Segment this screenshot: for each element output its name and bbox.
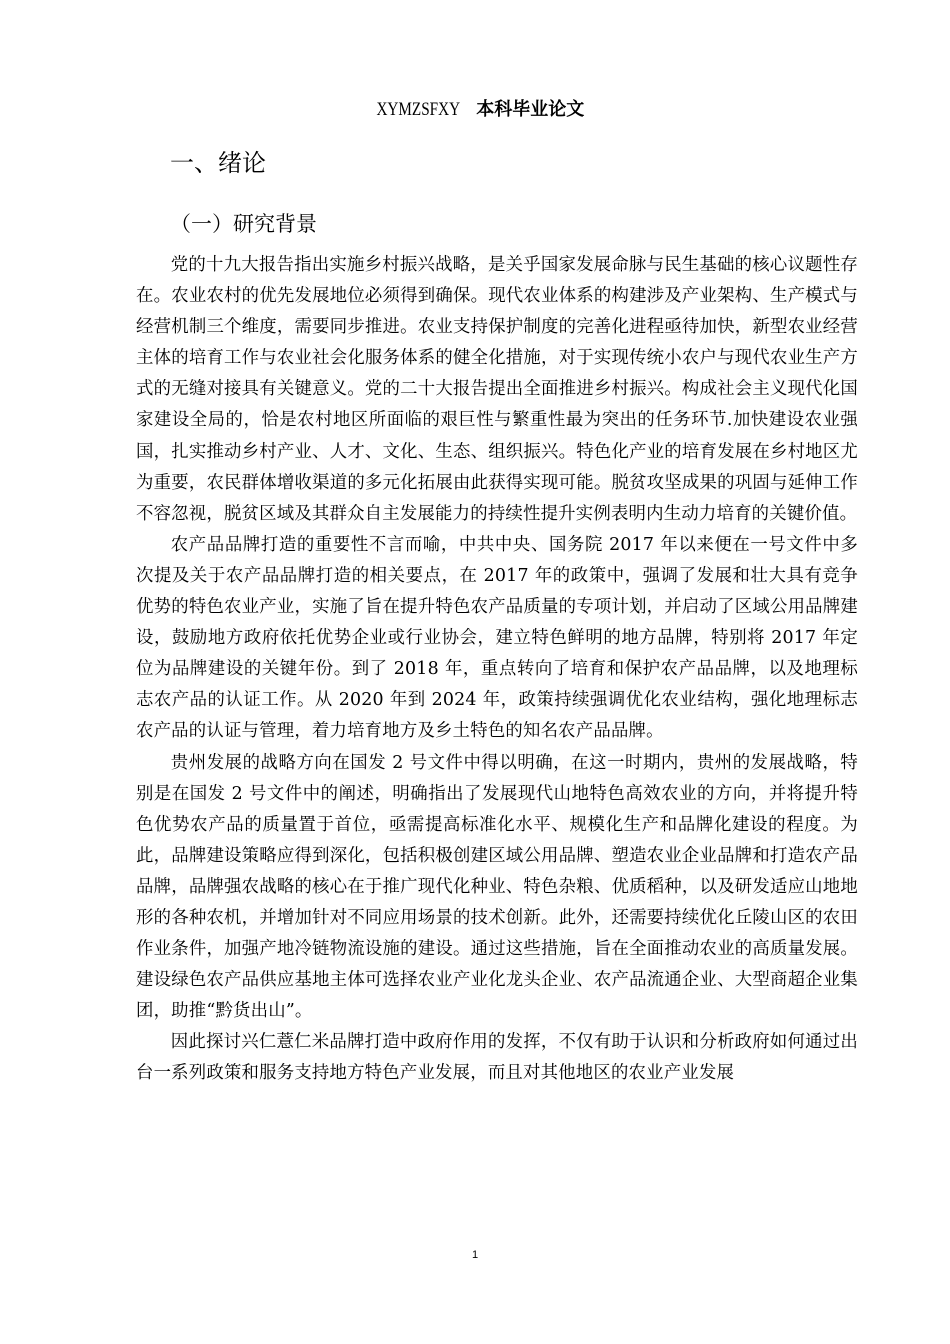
paragraph-2: 农产品品牌打造的重要性不言而喻，中共中央、国务院 2017 年以来便在一号文件中多次提及关于农产品品牌打造的相关要点，在 2017 年的政策中，强调了发展和壮大具有竞争优势的特色农业产业，实施了旨在提升特色农产品质量的专项计划，并启动了区域公用品牌建设，鼓励地方政府依托优势企业或行业协会，建立特色鲜明的地方品牌，特别将 2017 年定位为品牌建设的关键年份。到了 2018 年，重点转向了培育和保护农产品品牌，以及地理标志农产品的认证工作。从 2020 年到 2024 年，政策持续强调优化农业结构，强化地理标志农产品的认证与管理，着力培育地方及乡土特色的知名农产品品牌。 — [136, 534, 858, 742]
paragraph-4: 因此探讨兴仁薏仁米品牌打造中政府作用的发挥，不仅有助于认识和分析政府如何通过出台一系列政策和服务支持地方特色产业发展，而且对其他地区的农业产业发展 — [136, 1032, 858, 1084]
running-header — [0, 96, 950, 123]
section-heading: （一）研究背景 — [170, 212, 317, 236]
header-thesis-type: 本科毕业论文 — [476, 99, 585, 120]
paragraph-3: 贵州发展的战略方向在国发 2 号文件中得以明确，在这一时期内，贵州的发展战略，特别是在国发 2 号文件中的阐述，明确指出了发展现代山地特色高效农业的方向，并将提升特色优势农产品的质量置于首位，亟需提高标准化水平、规模化生产和品牌化建设的程度。为此，品牌建设策略应得到深化，包括积极创建区域公用品牌、塑造农业企业品牌和打造农产品品牌，品牌强农战略的核心在于推广现代化种业、特色杂粮、优质稻种，以及研发适应山地地形的各种农机，并增加针对不同应用场景的技术创新。此外，还需要持续优化丘陵山区的农田作业条件，加强产地冷链物流设施的建设。通过这些措施，旨在全面推动农业的高质量发展。建设绿色农产品供应基地主体可选择农业产业化龙头企业、农产品流通企业、大型商超企业集团，助推“黔货出山”。 — [136, 752, 858, 1022]
paragraph-1: 党的十九大报告指出实施乡村振兴战略，是关乎国家发展命脉与民生基础的核心议题性存在。农业农村的优先发展地位必须得到确保。现代农业体系的构建涉及产业架构、生产模式与经营机制三个维度，需要同步推进。农业支持保护制度的完善化进程亟待加快，新型农业经营主体的培育工作与农业社会化服务体系的健全化措施，对于实现传统小农户与现代农业生产方式的无缝对接具有关键意义。党的二十大报告提出全面推进乡村振兴。构成社会主义现代化国家建设全局的，恰是农村地区所面临的艰巨性与繁重性最为突出的任务环节.加快建设农业强国，扎实推动乡村产业、人才、文化、生态、组织振兴。特色化产业的培育发展在乡村地区尤为重要，农民群体增收渠道的多元化拓展由此获得实现可能。脱贫攻坚成果的巩固与延伸工作不容忽视，脱贫区域及其群众自主发展能力的持续性提升实例表明内生动力培育的关键价值。 — [136, 255, 858, 524]
chapter-heading: 一、绪论 — [170, 149, 266, 177]
header-institution-code: XYMZSFXY — [376, 99, 460, 120]
page-number: 1 — [471, 1249, 479, 1261]
body-text — [136, 250, 858, 1090]
